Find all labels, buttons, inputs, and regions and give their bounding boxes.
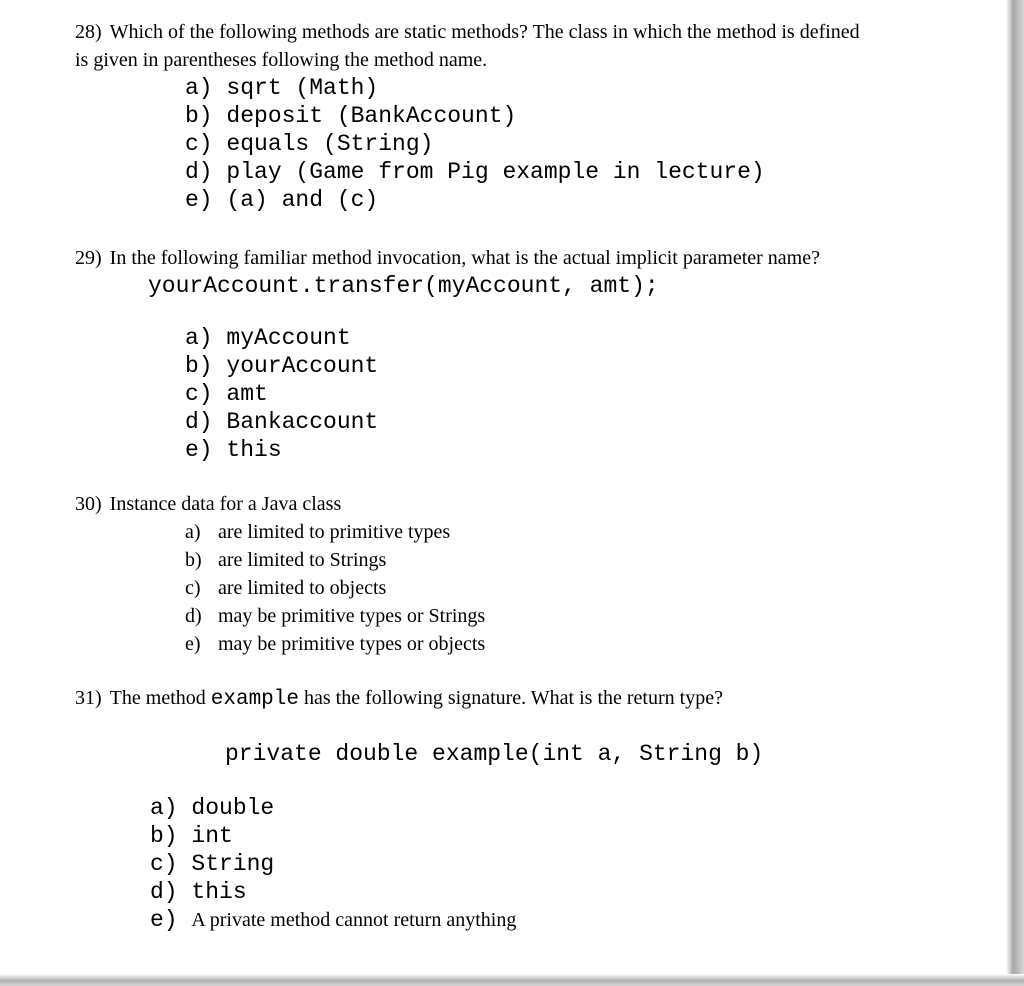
option-text: int: [191, 823, 233, 849]
option-row: [185, 352, 984, 380]
option-text: myAccount: [226, 325, 351, 351]
option-letter: d): [185, 605, 202, 627]
option-row: [185, 102, 984, 130]
inline-code: example: [210, 688, 299, 711]
option-text: Bankaccount: [226, 409, 379, 435]
option-letter: a): [185, 325, 213, 351]
option-list: [75, 324, 984, 464]
option-row: [150, 822, 984, 850]
option-text: are limited to Strings: [218, 549, 387, 571]
option-letter: e): [185, 437, 213, 463]
page-edge-right: [1006, 0, 1024, 986]
option-list: [75, 794, 984, 934]
option-row: [185, 158, 984, 186]
option-row: [185, 380, 984, 408]
option-row: [185, 436, 984, 464]
option-row: [185, 602, 984, 630]
option-row: [185, 130, 984, 158]
option-row: [150, 878, 984, 906]
option-row: [185, 74, 984, 102]
option-letter: d): [150, 879, 178, 905]
option-letter: a): [185, 521, 201, 543]
question-29: [75, 244, 984, 464]
question-text: [75, 244, 825, 272]
option-row: [150, 794, 984, 822]
option-row: [150, 850, 984, 878]
option-row: [185, 574, 984, 602]
option-letter: c): [185, 381, 213, 407]
option-letter: b): [150, 823, 178, 849]
option-text: deposit (BankAccount): [226, 103, 517, 129]
option-letter: c): [150, 851, 178, 877]
question-number: 29): [75, 247, 102, 269]
option-row: [185, 408, 984, 436]
option-text: yourAccount: [226, 353, 379, 379]
question-body: Which of the following methods are static methods? The class in which the method is defined is given in parentheses following the method name.: [75, 21, 860, 71]
option-letter: e): [185, 187, 213, 213]
option-list: [75, 74, 984, 214]
option-text: are limited to primitive types: [218, 521, 451, 543]
option-text: this: [226, 437, 282, 463]
option-letter: e): [185, 633, 201, 655]
option-row: [185, 518, 984, 546]
option-text: may be primitive types or Strings: [218, 605, 486, 627]
code-line: yourAccount.transfer(myAccount, amt);: [148, 273, 659, 299]
question-text: [75, 18, 875, 74]
question-30: [75, 490, 984, 658]
question-body: Instance data for a Java class: [109, 493, 342, 515]
question-number: 28): [75, 21, 102, 43]
question-text: [75, 490, 984, 518]
option-letter: e): [150, 907, 178, 933]
option-letter: c): [185, 131, 213, 157]
option-text: are limited to objects: [218, 577, 387, 599]
option-list: [75, 518, 984, 658]
option-row: [185, 186, 984, 214]
option-letter: d): [185, 409, 213, 435]
option-text: (a) and (c): [226, 187, 379, 213]
option-letter: d): [185, 159, 213, 185]
option-text: may be primitive types or objects: [218, 633, 486, 655]
option-letter: c): [185, 577, 201, 599]
option-row: [185, 630, 984, 658]
option-text: sqrt (Math): [226, 75, 379, 101]
question-text: [75, 684, 984, 714]
question-number: 30): [75, 493, 102, 515]
option-letter: a): [150, 795, 178, 821]
option-row: [185, 546, 984, 574]
option-text: this: [191, 879, 247, 905]
question-number: 31): [75, 687, 102, 709]
option-row: [185, 324, 984, 352]
option-text: String: [191, 851, 275, 877]
option-text: double: [191, 795, 275, 821]
option-text: A private method cannot return anything: [191, 909, 517, 931]
page-edge-bottom: [0, 974, 1024, 986]
option-row: [150, 906, 984, 934]
option-text: play (Game from Pig example in lecture): [226, 159, 765, 185]
option-letter: b): [185, 353, 213, 379]
question-body-after: has the following signature. What is the return type?: [298, 687, 723, 709]
option-letter: b): [185, 103, 213, 129]
question-28: [75, 18, 984, 214]
option-text: equals (String): [226, 131, 434, 157]
question-body-before: The method: [109, 687, 211, 709]
option-letter: b): [185, 549, 202, 571]
option-text: amt: [226, 381, 268, 407]
option-letter: a): [185, 75, 213, 101]
question-body: In the following familiar method invocation, what is the actual implicit parameter name?: [109, 247, 820, 269]
code-line: private double example(int a, String b): [225, 741, 764, 767]
question-31: [75, 684, 984, 934]
